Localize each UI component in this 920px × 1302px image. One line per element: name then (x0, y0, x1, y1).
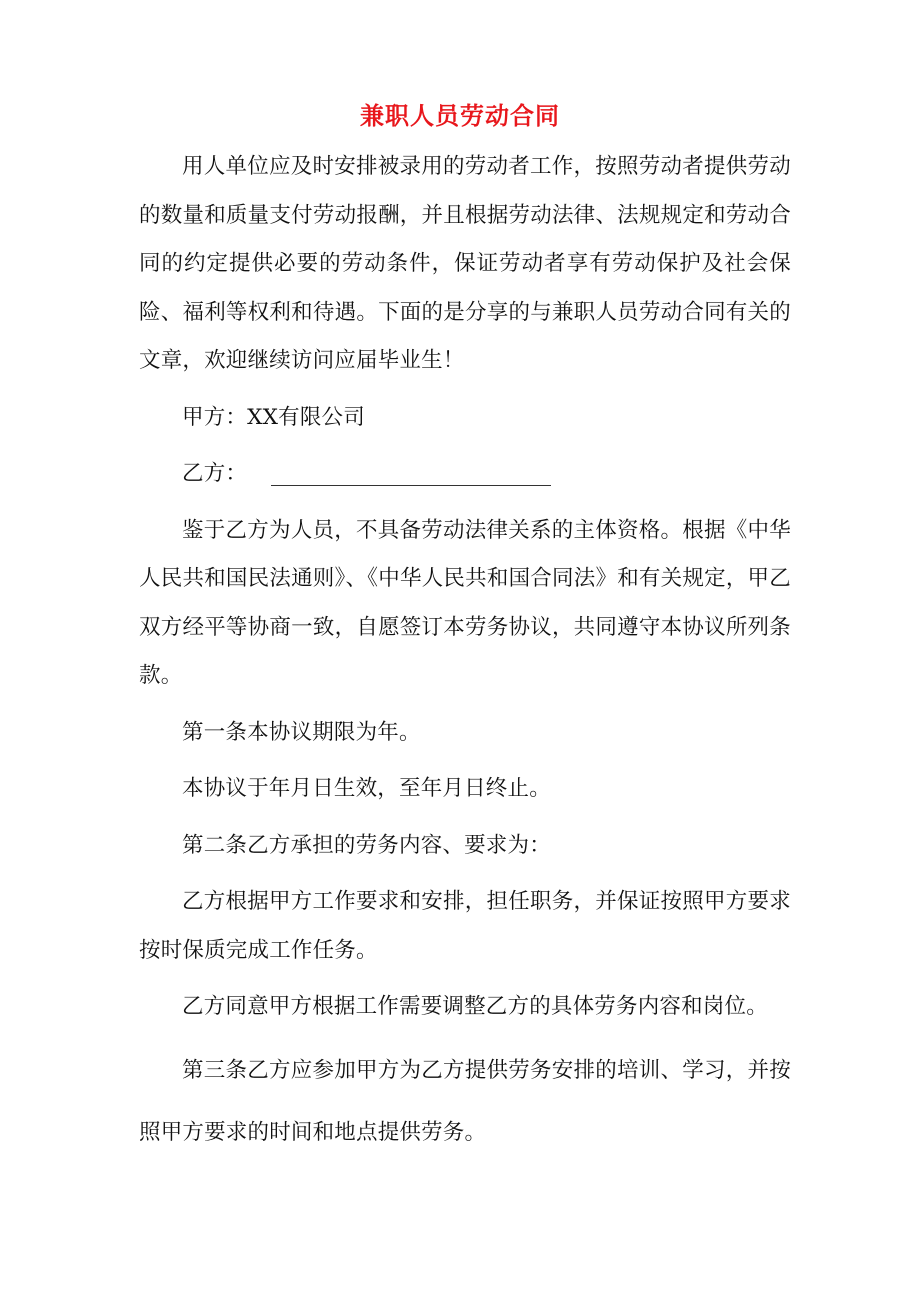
party-a-line: 甲方：XX有限公司 (182, 404, 365, 430)
document-body (139, 143, 791, 1164)
party-b-line (139, 450, 791, 499)
preamble-paragraph: 鉴于乙方为人员，不具备劳动法律关系的主体资格。根据《中华人民共和国民法通则》、《中华人民共和国合同法》和有关规定，甲乙双方经平等协商一致，自愿签订本劳务协议，共同遵守本协议所列条款。 (139, 517, 791, 688)
party-b-blank (271, 463, 551, 486)
article-1-term: 本协议于年月日生效，至年月日终止。 (182, 776, 551, 801)
document-title: 兼职人员劳动合同 (360, 101, 560, 130)
article-2-adjust: 乙方同意甲方根据工作需要调整乙方的具体劳务内容和岗位。 (182, 994, 768, 1019)
party-b-label: 乙方： (182, 461, 248, 486)
intro-paragraph: 用人单位应及时安排被录用的劳动者工作，按照劳动者提供劳动的数量和质量支付劳动报酬，并且根据劳动法律、法规规定和劳动合同的约定提供必要的劳动条件，保证劳动者享有劳动保护及社会保险、福利等权利和待遇。下面的是分享的与兼职人员劳动合同有关的文章，欢迎继续访问应届毕业生！ (139, 154, 791, 373)
article-1: 第一条本协议期限为年。 (182, 719, 421, 745)
article-3: 第三条乙方应参加甲方为乙方提供劳务安排的培训、学习，并按照甲方要求的时间和地点提供劳务。 (139, 1057, 791, 1145)
article-2-duty: 乙方根据甲方工作要求和安排，担任职务，并保证按照甲方要求按时保质完成工作任务。 (139, 889, 791, 963)
article-2: 第二条乙方承担的劳务内容、要求为： (182, 832, 551, 858)
